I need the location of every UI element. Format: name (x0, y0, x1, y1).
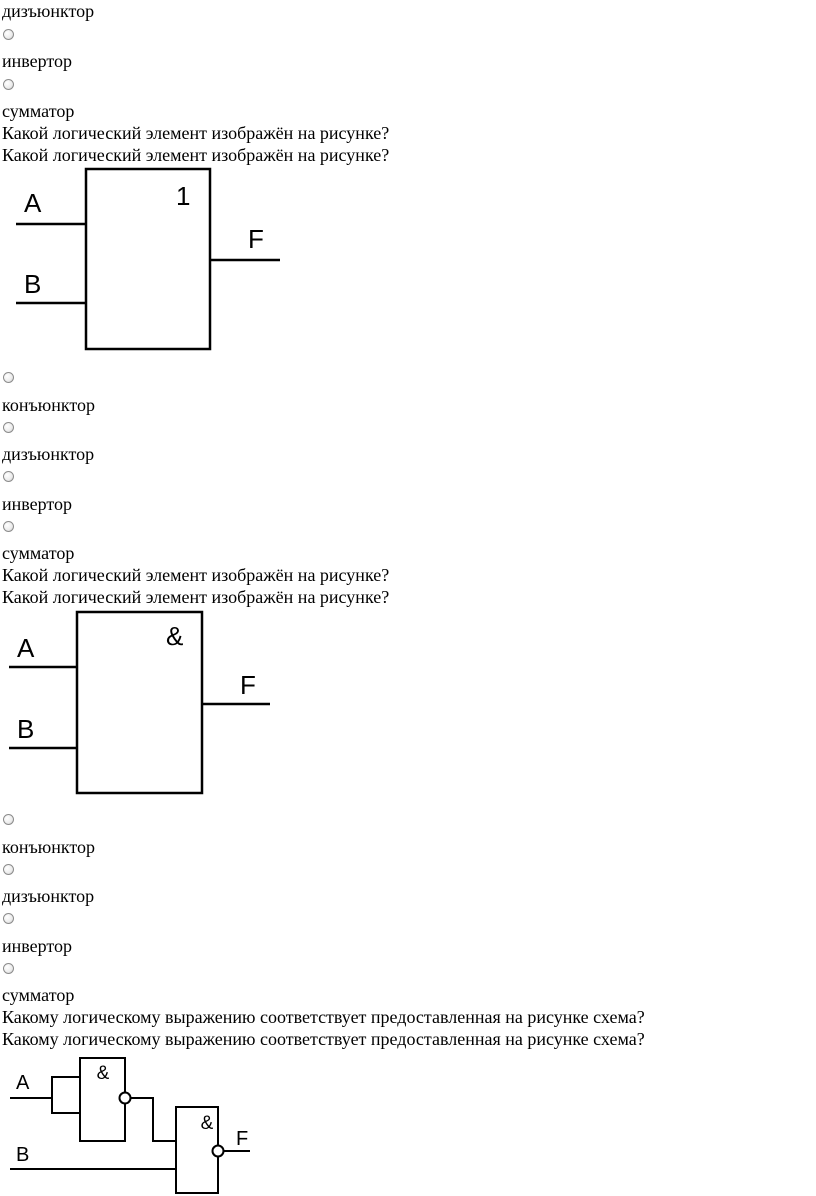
option-label: дизъюнктор (2, 444, 95, 464)
question-text: Какой логический элемент изображён на рисунке? (2, 123, 390, 143)
output-label-f: F (240, 670, 256, 700)
option-radio[interactable] (3, 372, 14, 383)
option-label: сумматор (2, 101, 75, 121)
gate-symbol: 1 (176, 181, 191, 211)
option-label: сумматор (2, 985, 75, 1005)
option-label: инвертор (2, 494, 73, 514)
option-label: инвертор (2, 936, 73, 956)
input-label-a: A (16, 1072, 30, 1094)
connection-line (131, 1098, 177, 1141)
input-label-b: B (16, 1144, 30, 1166)
option-radio[interactable] (3, 521, 14, 532)
option-radio[interactable] (3, 963, 14, 974)
nand-circuit-diagram (0, 1055, 300, 1196)
gate1-symbol: & (96, 1063, 110, 1084)
option-radio[interactable] (3, 864, 14, 875)
input-label-b: B (24, 269, 42, 299)
option-label: инвертор (2, 51, 73, 71)
option-label: дизъюнктор (2, 886, 95, 906)
or-gate-diagram (0, 160, 300, 360)
question-text-repeat: Какому логическому выражению соответствует предоставленная на рисунке схема? (2, 1029, 645, 1049)
output-label-f: F (236, 1128, 249, 1150)
input-label-a: A (17, 633, 35, 663)
question-text-repeat: Какой логический элемент изображён на рисунке? (2, 587, 390, 607)
gate1-inversion-circle (120, 1093, 131, 1104)
gate2-symbol: & (200, 1113, 214, 1134)
and-gate-diagram (0, 605, 300, 805)
input-label-a: A (24, 188, 42, 218)
option-radio[interactable] (3, 422, 14, 433)
option-radio[interactable] (3, 814, 14, 825)
question-text: Какой логический элемент изображён на рисунке? (2, 565, 390, 585)
option-label: конъюнктор (2, 837, 95, 857)
question-text: Какому логическому выражению соответствует предоставленная на рисунке схема? (2, 1007, 645, 1027)
option-radio[interactable] (3, 913, 14, 924)
option-label: конъюнктор (2, 395, 95, 415)
option-label: сумматор (2, 543, 75, 563)
option-radio[interactable] (3, 29, 14, 40)
input-a-fork (52, 1077, 80, 1113)
option-radio[interactable] (3, 79, 14, 90)
option-radio[interactable] (3, 471, 14, 482)
input-label-b: B (17, 714, 35, 744)
gate-body (86, 169, 210, 349)
question-text-repeat: Какой логический элемент изображён на рисунке? (2, 145, 390, 165)
option-label: дизъюнктор (2, 1, 95, 21)
gate-symbol: & (166, 621, 184, 651)
output-label-f: F (248, 224, 264, 254)
gate2-inversion-circle (213, 1146, 224, 1157)
